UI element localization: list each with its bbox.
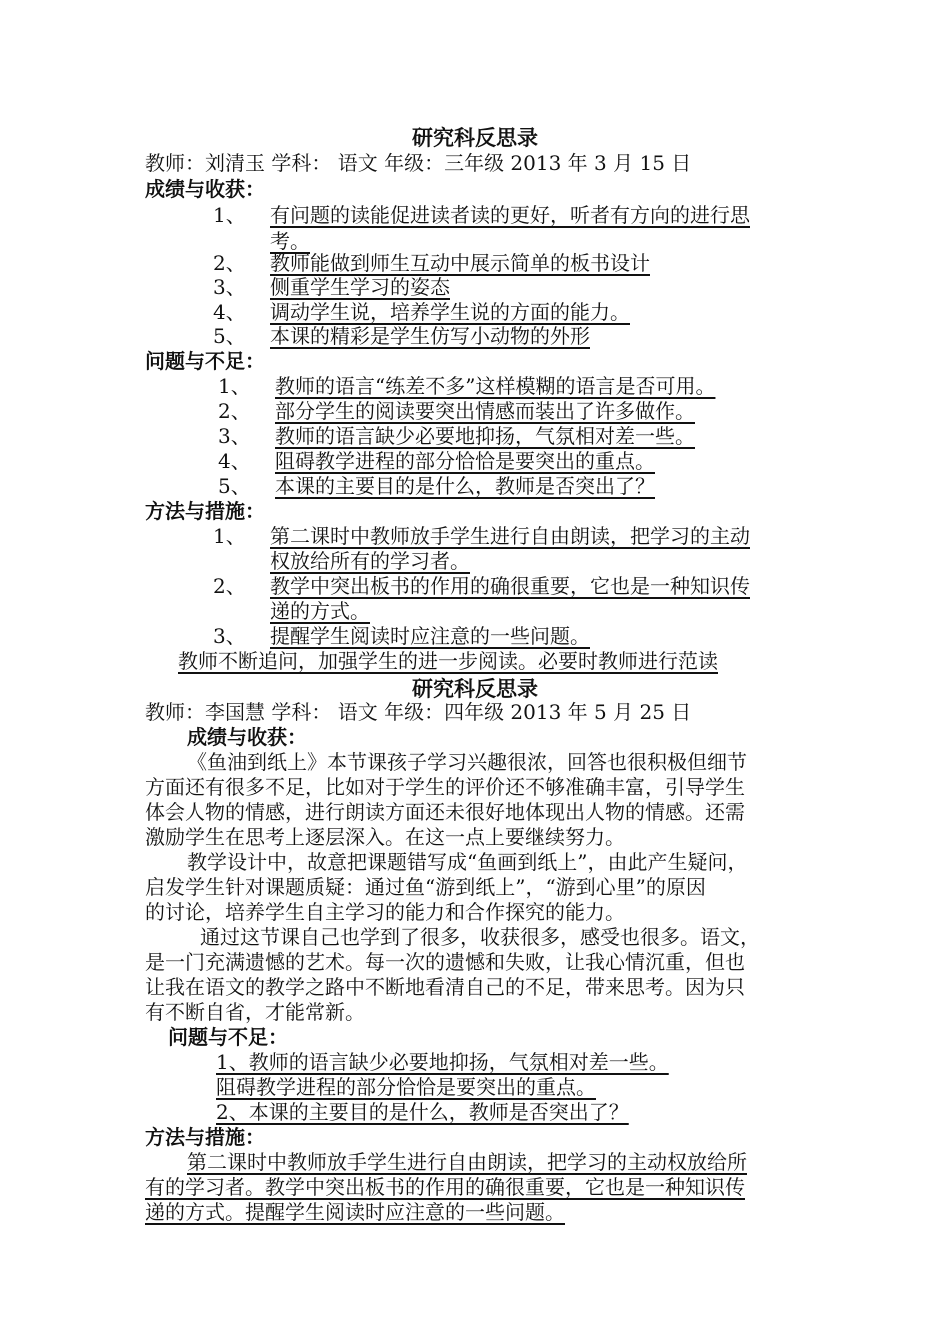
doc1-s1-num-5: 5、 (213, 324, 246, 348)
doc1-s3-item-2-cont: 递的方式。 (270, 599, 370, 623)
doc2-achievements-heading: 成绩与收获： (187, 725, 307, 749)
doc1-s3-item-1-cont: 权放给所有的学习者。 (270, 549, 470, 573)
doc1-info-line: 教师：刘清玉 学科： 语文 年级：三年级 2013 年 3 月 15 日 (145, 151, 692, 175)
doc2-p1-line-4: 激励学生在思考上逐层深入。在这一点上要继续努力。 (145, 825, 625, 849)
doc1-methods-heading: 方法与措施： (145, 499, 265, 523)
doc2-info-line: 教师：李国慧 学科： 语文 年级：四年级 2013 年 5 月 25 日 (145, 700, 692, 724)
doc2-p2-line-1: 教学设计中，故意把课题错写成“鱼画到纸上”，由此产生疑问， (187, 850, 748, 874)
doc1-s3-num-3: 3、 (213, 624, 246, 648)
doc1-s2-num-4: 4、 (218, 449, 251, 473)
doc2-p2-line-3: 的讨论，培养学生自主学习的能力和合作探究的能力。 (145, 900, 625, 924)
doc2-title: 研究科反思录 (412, 676, 538, 701)
doc1-s1-num-3: 3、 (213, 275, 246, 299)
doc2-problem-line-2: 阻碍教学进程的部分恰恰是要突出的重点。 (216, 1075, 596, 1099)
doc1-s3-item-1: 第二课时中教师放手学生进行自由朗读，把学习的主动 (270, 524, 750, 548)
doc1-s2-num-2: 2、 (218, 399, 251, 423)
doc1-s2-item-5: 本课的主要目的是什么，教师是否突出了？ (275, 474, 655, 498)
doc2-method-line-2: 有的学习者。教学中突出板书的作用的确很重要，它也是一种知识传 (145, 1175, 745, 1199)
doc1-s1-item-2: 教师能做到师生互动中展示简单的板书设计 (270, 251, 650, 275)
doc1-s3-last-line: 教师不断追问，加强学生的进一步阅读。必要时教师进行范读 (178, 649, 718, 673)
doc1-s2-num-3: 3、 (218, 424, 251, 448)
doc2-p1-line-3: 体会人物的情感，进行朗读方面还未很好地体现出人物的情感。还需 (145, 800, 745, 824)
doc2-p1-line-1: 《鱼油到纸上》本节课孩子学习兴趣很浓，回答也很积极但细节 (187, 750, 747, 774)
doc2-p2-line-2: 启发学生针对课题质疑：通过鱼“游到纸上”，“游到心里”的原因 (145, 875, 706, 899)
doc1-s1-item-1: 有问题的读能促进读者读的更好，听者有方向的进行思 (270, 203, 750, 227)
doc2-p3-line-4: 有不断自省，才能常新。 (145, 1000, 365, 1024)
doc2-p1-line-2: 方面还有很多不足，比如对于学生的评价还不够准确丰富，引导学生 (145, 775, 745, 799)
doc2-p3-line-2: 是一门充满遗憾的艺术。每一次的遗憾和失败，让我心情沉重，但也 (145, 950, 745, 974)
doc2-p3-line-1: 通过这节课自己也学到了很多，收获很多，感受也很多。语文， (200, 925, 760, 949)
doc1-s3-item-3: 提醒学生阅读时应注意的一些问题。 (270, 624, 590, 648)
doc1-s2-item-1: 教师的语言“练差不多”这样模糊的语言是否可用。 (275, 374, 716, 398)
doc1-title: 研究科反思录 (412, 125, 538, 150)
doc2-method-line-1: 第二课时中教师放手学生进行自由朗读，把学习的主动权放给所 (187, 1150, 747, 1174)
doc1-s2-num-5: 5、 (218, 474, 251, 498)
doc2-method-line-3: 递的方式。提醒学生阅读时应注意的一些问题。 (145, 1200, 565, 1224)
doc1-s1-num-1: 1、 (213, 203, 246, 227)
doc1-achievements-heading: 成绩与收获： (145, 177, 265, 201)
doc1-s3-item-2: 教学中突出板书的作用的确很重要，它也是一种知识传 (270, 574, 750, 598)
doc2-problems-heading: 问题与不足： (168, 1025, 288, 1049)
doc1-s2-item-3: 教师的语言缺少必要地抑扬，气氛相对差一些。 (275, 424, 695, 448)
doc2-problem-line-1: 1、教师的语言缺少必要地抑扬，气氛相对差一些。 (216, 1050, 669, 1074)
doc1-s1-item-4: 调动学生说，培养学生说的方面的能力。 (270, 300, 630, 324)
doc1-s2-item-4: 阻碍教学进程的部分恰恰是要突出的重点。 (275, 449, 655, 473)
doc1-s1-item-3: 侧重学生学习的姿态 (270, 275, 450, 299)
doc2-problem-line-3: 2、本课的主要目的是什么，教师是否突出了？ (216, 1100, 629, 1124)
doc2-p3-line-3: 让我在语文的教学之路中不断地看清自己的不足，带来思考。因为只 (145, 975, 745, 999)
doc1-s3-num-2: 2、 (213, 574, 246, 598)
doc2-methods-heading: 方法与措施： (145, 1125, 265, 1149)
doc1-s2-num-1: 1、 (218, 374, 251, 398)
doc1-s1-item-1-cont: 考。 (270, 229, 310, 253)
doc1-s1-item-5: 本课的精彩是学生仿写小动物的外形 (270, 324, 590, 348)
doc1-s2-item-2: 部分学生的阅读要突出情感而装出了许多做作。 (275, 399, 695, 423)
doc1-s1-num-4: 4、 (213, 300, 246, 324)
doc1-s3-num-1: 1、 (213, 524, 246, 548)
doc1-s1-num-2: 2、 (213, 251, 246, 275)
doc1-problems-heading: 问题与不足： (145, 349, 265, 373)
